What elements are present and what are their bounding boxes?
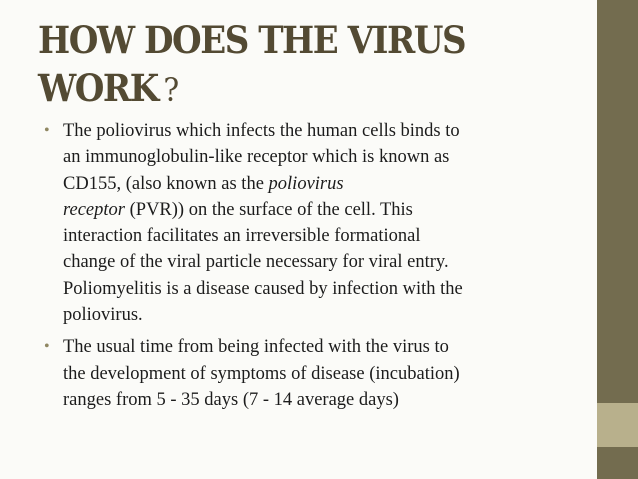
slide-title (38, 16, 535, 114)
bullet2-line-2: the development of symptoms of disease (incubation) (63, 363, 460, 384)
title-question-mark: ? (163, 71, 180, 109)
bullet2-line-3: ranges from 5 - 35 days (7 - 14 average days) (63, 389, 399, 410)
bullet1-line-7: Poliomyelitis is a disease caused by infection with the (63, 278, 463, 299)
bullet1-line-3 (63, 171, 569, 197)
bullet1-line-4-text: (PVR)) on the surface of the cell. This (125, 199, 413, 220)
bullet1-line-4-italic: receptor (63, 199, 125, 220)
bullet-item-1 (44, 118, 569, 328)
bullet1-line-1: The poliovirus which infects the human cells binds to (63, 121, 460, 141)
bullet1-line-2: an immunoglobulin-like receptor which is known as (63, 147, 450, 168)
bullet-icon: • (44, 338, 50, 356)
sidebar-accent-block (597, 403, 638, 447)
bullet1-line-4 (63, 197, 569, 223)
title-line-2 (38, 64, 535, 114)
bullet1-line-5: interaction facilitates an irreversible formational (63, 226, 421, 247)
title-line-1: HOW DOES THE VIRUS (38, 18, 466, 62)
bullet-item-2 (44, 334, 569, 413)
bullet1-line-3-italic: poliovirus (268, 173, 344, 194)
bullet-icon: • (44, 122, 50, 139)
bullet1-line-3-text: CD155, (also known as the (63, 173, 269, 194)
bullet1-line-8: poliovirus. (63, 305, 143, 326)
bullet2-line-1: The usual time from being infected with the virus to (63, 337, 449, 358)
title-word: WORK (38, 66, 158, 110)
slide-body (44, 118, 569, 419)
bullet1-line-6: change of the viral particle necessary for viral entry. (63, 252, 449, 273)
